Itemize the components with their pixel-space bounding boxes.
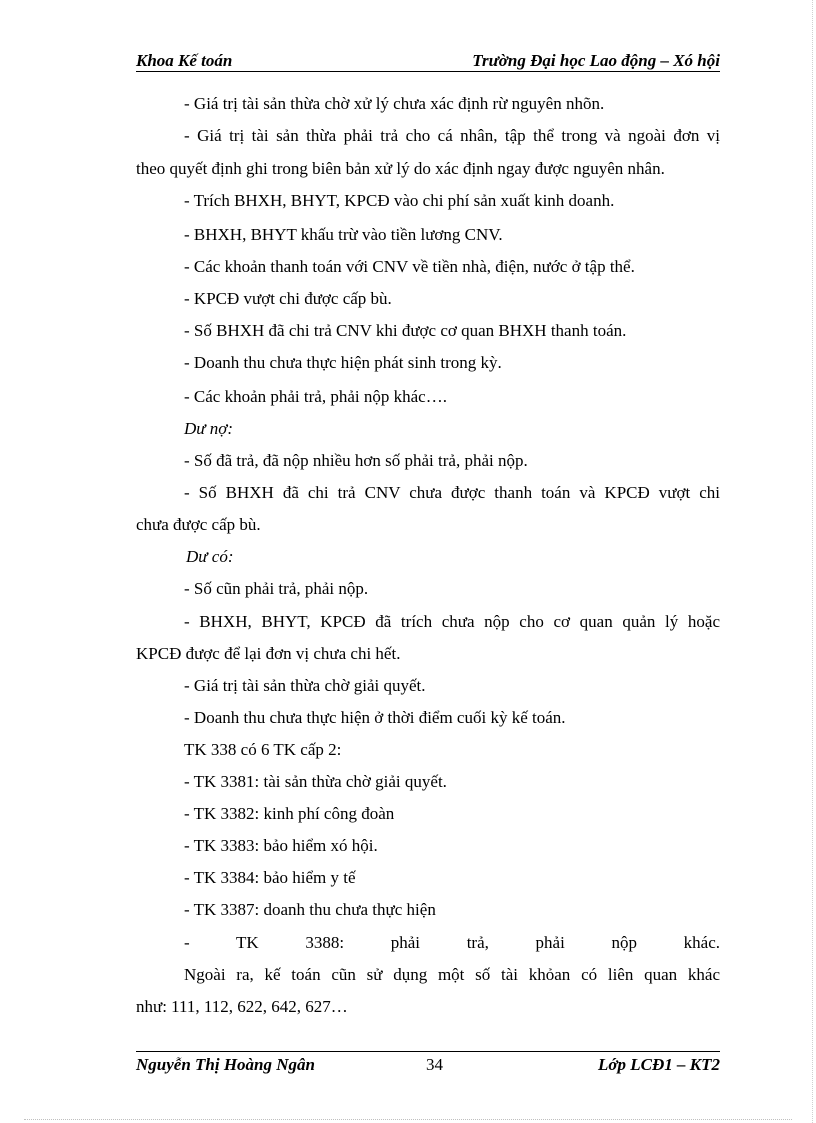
header-faculty: Khoa Kế toán [136,51,233,70]
text-line: chưa được cấp bù. [136,515,261,534]
text-line: - Trích BHXH, BHYT, KPCĐ vào chi phí sản xuất kinh doanh. [184,191,615,210]
page-footer [136,1051,720,1082]
text-line: - TK 3381: tài sản thừa chờ giải quyết. [184,772,447,791]
text-line: theo quyết định ghi trong biên bản xử lý do xác định ngay được nguyên nhân. [136,159,665,178]
page-edge-bottom [24,1119,792,1120]
text-line: - TK 3388: phải trả, phải nộp khác. [184,933,720,952]
text-line: - Số cũn phải trả, phải nộp. [184,579,369,598]
text-line: - BHXH, BHYT, KPCĐ đã trích chưa nộp cho cơ quan quản lý hoặc [184,612,720,631]
text-line: - Số BHXH đã chi trả CNV khi được cơ quan BHXH thanh toán. [184,321,627,340]
text-line: - Giá trị tài sản thừa chờ giải quyết. [184,676,426,695]
page-edge-right [812,0,813,1123]
page-number: 34 [426,1055,443,1074]
text-line: - Doanh thu chưa thực hiện phát sinh trong kỳ. [184,353,502,372]
text-line: - KPCĐ vượt chi được cấp bù. [184,289,392,308]
text-line: - Các khoản thanh toán với CNV về tiền nhà, điện, nước ở tập thể. [184,257,635,276]
text-line: KPCĐ được để lại đơn vị chưa chi hết. [136,644,401,663]
text-line: như: 111, 112, 622, 642, 627… [136,997,348,1016]
page-header [136,49,720,72]
text-line: - TK 3387: doanh thu chưa thực hiện [184,900,436,919]
text-line: - TK 3384: bảo hiểm y tế [184,868,356,887]
footer-author: Nguyễn Thị Hoàng Ngân [136,1055,315,1074]
text-line: - Số BHXH đã chi trả CNV chưa được thanh toán và KPCĐ vượt chi [184,483,720,502]
subheading-du-no: Dư nợ: [184,419,234,438]
text-line: TK 338 có 6 TK cấp 2: [184,740,342,759]
footer-class: Lớp LCĐ1 – KT2 [598,1055,720,1074]
subheading-du-co: Dư có: [186,547,234,566]
header-university: Trường Đại học Lao động – Xó hội [472,51,720,70]
text-line: - TK 3382: kinh phí công đoàn [184,804,395,823]
text-line: - BHXH, BHYT khấu trừ vào tiền lương CNV. [184,225,503,244]
text-line: Ngoài ra, kế toán cũn sử dụng một số tài khỏan có liên quan khác [184,965,720,984]
text-line: - Các khoản phải trả, phải nộp khác…. [184,387,447,406]
text-line: - Số đã trả, đã nộp nhiều hơn số phải trả, phải nộp. [184,451,528,470]
text-line: - Giá trị tài sản thừa chờ xử lý chưa xác định rừ nguyên nhõn. [184,94,605,113]
text-line: - Doanh thu chưa thực hiện ở thời điểm cuối kỳ kế toán. [184,708,566,727]
text-line: - Giá trị tài sản thừa phải trả cho cá nhân, tập thể trong và ngoài đơn vị [184,126,720,145]
text-line: - TK 3383: bảo hiểm xó hội. [184,836,378,855]
